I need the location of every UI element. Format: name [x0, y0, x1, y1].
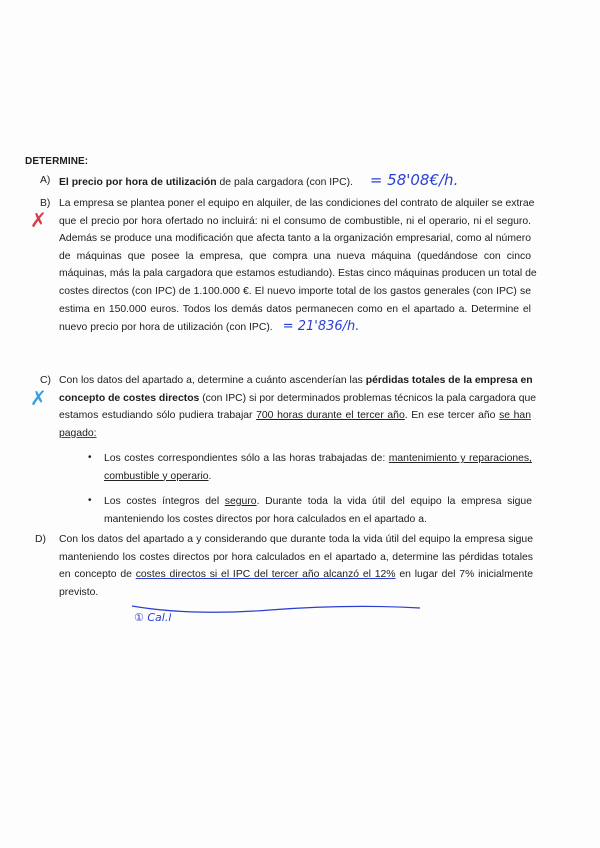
item-a-text: de pala cargadora (con IPC).	[216, 177, 353, 188]
heading-determine: DETERMINE:	[25, 156, 89, 167]
item-b-line: que el precio por hora ofertado no incluirá: ni el consumo de combustible, ni el operario, ni el seguro.	[59, 215, 531, 227]
item-b-line: La empresa se plantea poner el equipo en alquiler, de las condiciones del contrato de alquiler se extrae	[59, 198, 535, 209]
item-d-line-1: Con los datos del apartado a y considerando que durante toda la vida útil del equipo la empresa sigue	[59, 534, 533, 545]
item-b-line: estima en 150.000 euros. Todos los demás datos permanecen como en el apartado a. Determine el	[59, 303, 531, 315]
blue-cross-mark-icon: ✗	[30, 386, 47, 410]
item-c-bullet-2: Los costes íntegros del seguro. Durante toda la vida útil del equipo la empresa sigue manteniendo los costes directos por hora calculados en el apartado a.	[104, 496, 532, 525]
bullet-dot: •	[88, 452, 92, 463]
item-b	[59, 195, 537, 337]
item-d-line-2: manteniendo los costes directos por hora calculados en el apartado a, determine las pérdidas totales	[59, 551, 533, 563]
item-b-last-line: nuevo precio por hora de utilización (con IPC). = 21'836/h.	[59, 319, 360, 335]
item-c-line-3: estamos estudiando sólo pudiera trabajar 700 horas durante el tercer año. En ese tercer año se han	[59, 410, 531, 422]
item-d	[59, 531, 533, 601]
item-c-bullet-1: Los costes correspondientes sólo a las horas trabajadas de: mantenimiento y reparaciones, combustible y operario.	[104, 453, 532, 482]
marker-a: A)	[40, 175, 51, 186]
handwritten-bracket-icon	[130, 604, 430, 618]
item-b-handwritten-answer: = 21'836/h.	[282, 319, 360, 335]
marker-b: B)	[40, 198, 51, 209]
bullet-dot: •	[88, 495, 92, 506]
item-d-line-3: en concepto de costes directos si el IPC del tercer año alcanzó el 12% en lugar del 7% inicialmente	[59, 569, 533, 581]
red-cross-mark-icon: ✗	[30, 208, 47, 232]
item-a-handwritten-answer: = 58'08€/h.	[369, 171, 459, 189]
item-b-line: Además se produce una modificación que afecta tanto a la organización empresarial, como al número	[59, 233, 531, 245]
marker-d: D)	[35, 534, 46, 545]
item-c-line-2: concepto de costes directos (con IPC) si por determinados problemas técnicos la pala cargadora que	[59, 392, 537, 404]
item-b-line: máquinas, más la pala cargadora que estamos estudiando). Estas cinco máquinas producen un total de	[59, 268, 537, 280]
item-d-handwritten-note: ① Cal.l	[134, 612, 172, 621]
marker-c: C)	[40, 375, 51, 386]
item-c-line-4: pagado:	[59, 427, 97, 439]
item-d-line-4: previsto.	[59, 586, 99, 598]
item-b-line: de máquinas que posee la empresa, que compra una nueva máquina (quedándose con cinco	[59, 250, 531, 262]
item-a-bold: El precio por hora de utilización	[59, 177, 217, 188]
item-a	[59, 172, 539, 192]
item-c	[59, 372, 537, 442]
item-b-line: costes directos (con IPC) de 1.100.000 €. El nuevo importe total de los gastos generales (con IPC) se	[59, 285, 531, 297]
item-c-line-1: Con los datos del apartado a, determine a cuánto ascenderían las pérdidas totales de la empresa en	[59, 375, 533, 386]
